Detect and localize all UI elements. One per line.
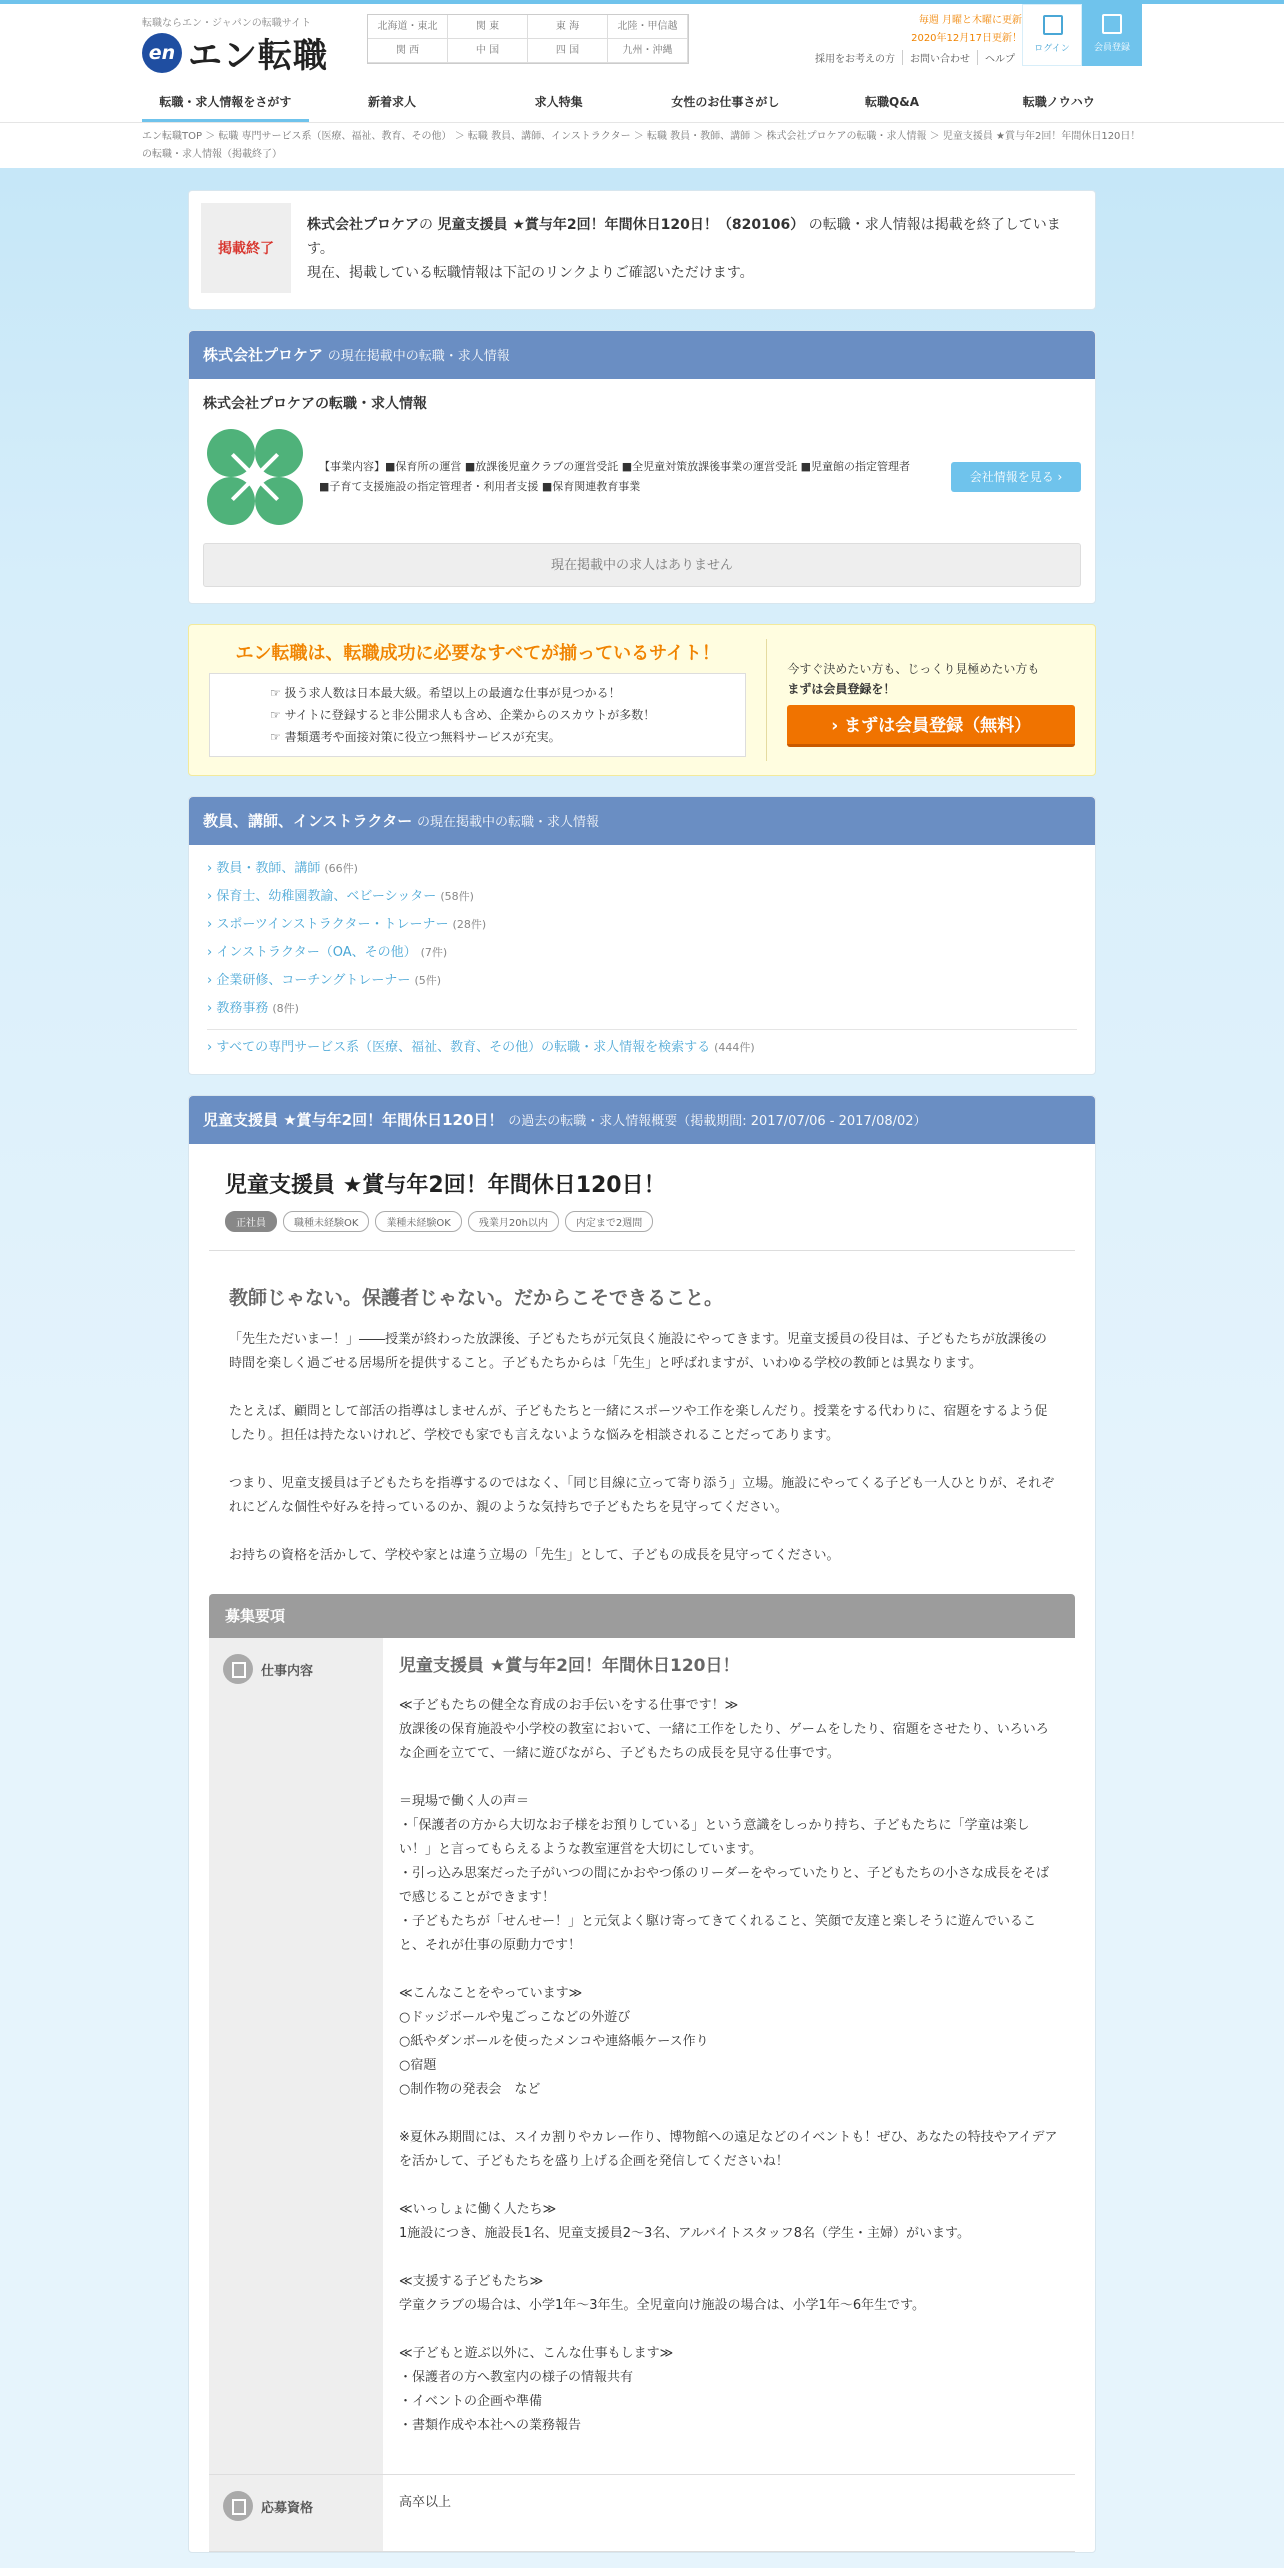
update-notice-line2: 2020年12月17日更新！ bbox=[911, 33, 1022, 44]
category-item[interactable]: › インストラクター（OA、その他） (7件) bbox=[207, 939, 1077, 967]
ended-job: 児童支援員 ★賞与年2回！年間休日120日！（820106） bbox=[437, 217, 805, 233]
requirements-block: ≪こんなことをやっています≫ ○ドッジボールや鬼ごっこなどの外遊び ○紙やダンボールを使ったメンコや連絡帳ケース作り ○宿題 ○制作物の発表会 など bbox=[399, 1986, 709, 2097]
requirements-table bbox=[209, 1594, 1075, 2552]
job-section-header bbox=[189, 1096, 1095, 1144]
requirements-block: ≪いっしょに働く人たち≫ 1施設につき、施設長1名、児童支援員2～3名、アルバイトスタッフ8名（学生・主婦）がいます。 bbox=[399, 2202, 970, 2241]
ended-company: 株式会社プロケア bbox=[307, 217, 419, 233]
register-label: 会員登録 bbox=[1093, 43, 1130, 53]
pencil-icon bbox=[1102, 14, 1122, 34]
job-section bbox=[188, 1095, 1096, 2553]
employer-link[interactable]: 採用をお考えの方 bbox=[815, 54, 895, 65]
region-link[interactable]: 関 西 bbox=[368, 39, 448, 63]
company-section bbox=[188, 330, 1096, 604]
company-logo bbox=[205, 427, 305, 527]
job-catchphrase: 教師じゃない。保護者じゃない。だからこそできること。 bbox=[229, 1287, 724, 1309]
site-header bbox=[0, 0, 1284, 122]
category-list bbox=[189, 845, 1095, 1074]
nav-features[interactable]: 求人特集 bbox=[534, 95, 583, 109]
book-icon bbox=[223, 1654, 253, 1684]
category-item[interactable]: › 教務事務 (8件) bbox=[207, 995, 1077, 1023]
company-section-header bbox=[189, 331, 1095, 379]
region-link[interactable]: 北海道・東北 bbox=[368, 15, 448, 39]
ended-text bbox=[307, 203, 1083, 297]
register-cta-button[interactable]: › まずは会員登録（無料） bbox=[787, 705, 1075, 747]
promo-title: エン転職は、転職成功に必要なすべてが揃っているサイト！ bbox=[235, 643, 720, 664]
login-icon bbox=[1043, 15, 1063, 35]
nav-qa[interactable]: 転職Q&A bbox=[865, 95, 919, 109]
description-paragraph: お持ちの資格を活かして、学校や家とは違う立場の「先生」として、子どもの成長を見守ってください。 bbox=[229, 1548, 840, 1563]
logo-name: エン転職 bbox=[188, 36, 328, 76]
description-paragraph: つまり、児童支援員は子どもたちを指導するのではなく、「同じ目線に立って寄り添う」立場。施設にやってくる子ども一人ひとりが、それぞれにどんな個性や好みを持っているのか、親のような気持ちで子どもたちを見守ってください。 bbox=[229, 1476, 1055, 1515]
global-nav bbox=[142, 84, 1142, 122]
job-section-title: 児童支援員 ★賞与年2回！年間休日120日！ bbox=[203, 1111, 504, 1129]
region-link[interactable]: 中 国 bbox=[448, 39, 528, 63]
promo-right bbox=[766, 639, 1075, 761]
category-section bbox=[188, 796, 1096, 1075]
nav-search-jobs[interactable]: 転職・求人情報をさがす bbox=[142, 84, 309, 122]
region-link[interactable]: 北陸・甲信越 bbox=[608, 15, 688, 39]
region-link[interactable]: 四 国 bbox=[528, 39, 608, 63]
requirements-value bbox=[383, 1638, 1075, 2474]
category-item[interactable]: › 企業研修、コーチングトレーナー (5件) bbox=[207, 967, 1077, 995]
job-tags bbox=[225, 1211, 1075, 1232]
company-section-suffix: の現在掲載中の転職・求人情報 bbox=[327, 349, 510, 364]
promo-item: ☞ サイトに登録すると非公開求人も含め、企業からのスカウトが多数！ bbox=[270, 708, 656, 722]
requirements-header: 募集要項 bbox=[209, 1594, 1075, 1638]
requirements-label-cell bbox=[209, 2475, 383, 2551]
login-button[interactable] bbox=[1022, 4, 1082, 66]
ended-badge: 掲載終了 bbox=[201, 203, 291, 293]
requirements-heading: 児童支援員 ★賞与年2回！年間休日120日！ bbox=[399, 1656, 740, 1676]
category-item[interactable]: › 教員・教師、講師 (66件) bbox=[207, 855, 1077, 883]
requirements-label-cell bbox=[209, 1638, 383, 2474]
no-jobs-message: 現在掲載中の求人はありません bbox=[203, 543, 1081, 587]
promo-banner bbox=[188, 624, 1096, 776]
tag-overtime: 残業月20h以内 bbox=[468, 1211, 559, 1232]
main-content bbox=[188, 190, 1096, 2553]
category-section-title: 教員、講師、インストラクター bbox=[203, 812, 413, 830]
logo-badge: en bbox=[142, 33, 182, 73]
requirements-label: 応募資格 bbox=[261, 2501, 314, 2516]
divider bbox=[209, 1250, 1075, 1251]
region-link[interactable]: 関 東 bbox=[448, 15, 528, 39]
requirements-block: ≪子どもたちの健全な育成のお手伝いをする仕事です！≫ 放課後の保育施設や小学校の教室において、一緒に工作をしたり、ゲームをしたり、宿題をさせたり、いろいろな企画を立てて、一緒に遊びながら、子どもたちの成長を見守る仕事です。 bbox=[399, 1698, 1049, 1761]
nav-women-jobs[interactable]: 女性のお仕事さがし bbox=[671, 95, 780, 109]
category-item[interactable]: › スポーツインストラクター・トレーナー (28件) bbox=[207, 911, 1077, 939]
breadcrumb bbox=[0, 122, 1284, 168]
breadcrumb-text[interactable]: エン転職TOP ＞ 転職 専門サービス系（医療、福祉、教育、その他） ＞ 転職 教員、講師、インストラクター ＞ 転職 教員・教師、講師 ＞ 株式会社プロケアの転職・求人情報 ＞ 児童支援員 ★賞与年2回！年間休日120日！の転職・求人情報（掲載終了） bbox=[142, 131, 1141, 160]
job-description bbox=[229, 1328, 1055, 1568]
company-info-button[interactable]: 会社情報を見る › bbox=[951, 462, 1081, 492]
company-row bbox=[203, 427, 1081, 527]
company-business-text: ■保育所の運営 ■放課後児童クラブの運営受託 ■全児童対策放課後事業の運営受託 ■児童館の指定管理者 ■子育て支援施設の指定管理者・利用者支援 ■保育関連教育事業 bbox=[319, 460, 911, 493]
site-tagline: 転職ならエン・ジャパンの転職サイト bbox=[142, 18, 312, 29]
ended-no: の bbox=[419, 217, 433, 233]
nav-new-jobs[interactable]: 新着求人 bbox=[368, 95, 417, 109]
job-body bbox=[189, 1144, 1095, 2552]
requirements-row bbox=[209, 2475, 1075, 2552]
description-paragraph: 「先生ただいまー！」――授業が終わった放課後、子どもたちが元気良く施設にやってきます。児童支援員の役目は、子どもたちが放課後の時間を楽しく過ごせる居場所を提供すること。子どもたちからは「先生」と呼ばれますが、いわゆる学校の教師とは異なります。 bbox=[229, 1332, 1047, 1371]
promo-item: ☞ 扱う求人数は日本最大級。希望以上の最適な仕事が見つかる！ bbox=[270, 686, 621, 700]
help-link[interactable]: ヘルプ bbox=[977, 50, 1022, 65]
description-paragraph: たとえば、顧問として部活の指導はしませんが、子どもたちと一緒にスポーツや工作を楽しんだり。授業をする代わりに、宿題をするよう促したり。担任は持たないけれど、学校でも家でも言えないような悩みを相談されることだってあります。 bbox=[229, 1404, 1048, 1443]
category-item[interactable]: › 保育士、幼稚園教諭、ベビーシッター (58件) bbox=[207, 883, 1077, 911]
requirements-block: ≪子どもと遊ぶ以外に、こんな仕事もします≫ ・保護者の方へ教室内の様子の情報共有 ・イベントの企画や準備 ・書類作成や本社への業務報告 bbox=[399, 2346, 674, 2433]
promo-right-line1: 今すぐ決めたい方も、じっくり見極めたい方も bbox=[787, 662, 1040, 676]
company-body bbox=[189, 379, 1095, 603]
tag-offer-speed: 内定まで2週間 bbox=[565, 1211, 653, 1232]
ended-rest: の転職・求人情報は掲載を終了しています。 bbox=[307, 217, 1061, 257]
company-business bbox=[319, 457, 919, 497]
tag-no-job-exp: 職種未経験OK bbox=[283, 1211, 369, 1232]
promo-right-line2: まずは会員登録を！ bbox=[787, 682, 896, 696]
company-business-label: 【事業内容】 bbox=[319, 460, 385, 473]
login-label: ログイン bbox=[1034, 44, 1070, 54]
contact-link[interactable]: お問い合わせ bbox=[902, 50, 977, 65]
requirements-value bbox=[383, 2475, 1075, 2551]
company-subtitle: 株式会社プロケアの転職・求人情報 bbox=[203, 396, 427, 412]
requirements-block: ＝現場で働く人の声＝ ・「保護者の方から大切なお子様をお預りしている」という意識をしっかり持ち、子どもたちに「学童は楽しい！」と言ってもらえるような教室運営を大切にしています。 ・引っ込み思案だった子がいつの間にかおやつ係のリーダーをやっていたりと、子どもたちの小さな成長をそばで感じることができます！ ・子どもたちが「せんせー！」と元気よく駆け寄ってきてくれること、笑顔で友達と楽しそうに遊んでいること、それが仕事の原動力です！ bbox=[399, 1794, 1050, 1953]
requirements-label: 仕事内容 bbox=[261, 1664, 314, 1679]
update-notice bbox=[911, 12, 1022, 48]
tag-no-industry-exp: 業種未経験OK bbox=[375, 1211, 461, 1232]
company-section-title: 株式会社プロケア bbox=[203, 346, 324, 364]
region-link[interactable]: 東 海 bbox=[528, 15, 608, 39]
job-title: 児童支援員 ★賞与年2回！年間休日120日！ bbox=[225, 1173, 666, 1198]
register-button[interactable] bbox=[1082, 4, 1142, 66]
requirements-row bbox=[209, 1638, 1075, 2475]
update-notice-line1: 毎週 月曜と木曜に更新 bbox=[918, 15, 1022, 26]
bookmark-icon bbox=[223, 2491, 253, 2521]
promo-list bbox=[209, 673, 746, 757]
ended-line2: 現在、掲載している転職情報は下記のリンクよりご確認いただけます。 bbox=[307, 265, 754, 281]
requirements-block: ≪支援する子どもたち≫ 学童クラブの場合は、小学1年～3年生。全児童向け施設の場合は、小学1年～6年生です。 bbox=[399, 2274, 926, 2313]
category-section-header bbox=[189, 797, 1095, 845]
requirements-block: 高卒以上 bbox=[399, 2495, 452, 2510]
job-section-suffix: の過去の転職・求人情報概要（掲載期間: 2017/07/06 - 2017/08/02） bbox=[508, 1114, 927, 1129]
region-selector bbox=[367, 14, 689, 64]
header-links bbox=[808, 50, 1022, 65]
site-logo[interactable] bbox=[142, 28, 328, 77]
region-link[interactable]: 九州・沖縄 bbox=[608, 39, 688, 63]
tag-fulltime: 正社員 bbox=[225, 1211, 277, 1232]
ended-notice bbox=[188, 190, 1096, 310]
nav-knowhow[interactable]: 転職ノウハウ bbox=[1022, 95, 1095, 109]
promo-item: ☞ 書類選考や面接対策に役立つ無料サービスが充実。 bbox=[270, 730, 561, 744]
category-search-all[interactable]: › すべての専門サービス系（医療、福祉、教育、その他）の転職・求人情報を検索する (444件) bbox=[207, 1029, 1077, 1062]
category-section-suffix: の現在掲載中の転職・求人情報 bbox=[417, 815, 600, 830]
promo-left bbox=[209, 639, 746, 761]
requirements-block: ※夏休み期間には、スイカ割りやカレー作り、博物館への遠足などのイベントも！ぜひ、あなたの特技やアイデアを活かして、子どもたちを盛り上げる企画を発信してくださいね！ bbox=[399, 2130, 1058, 2169]
